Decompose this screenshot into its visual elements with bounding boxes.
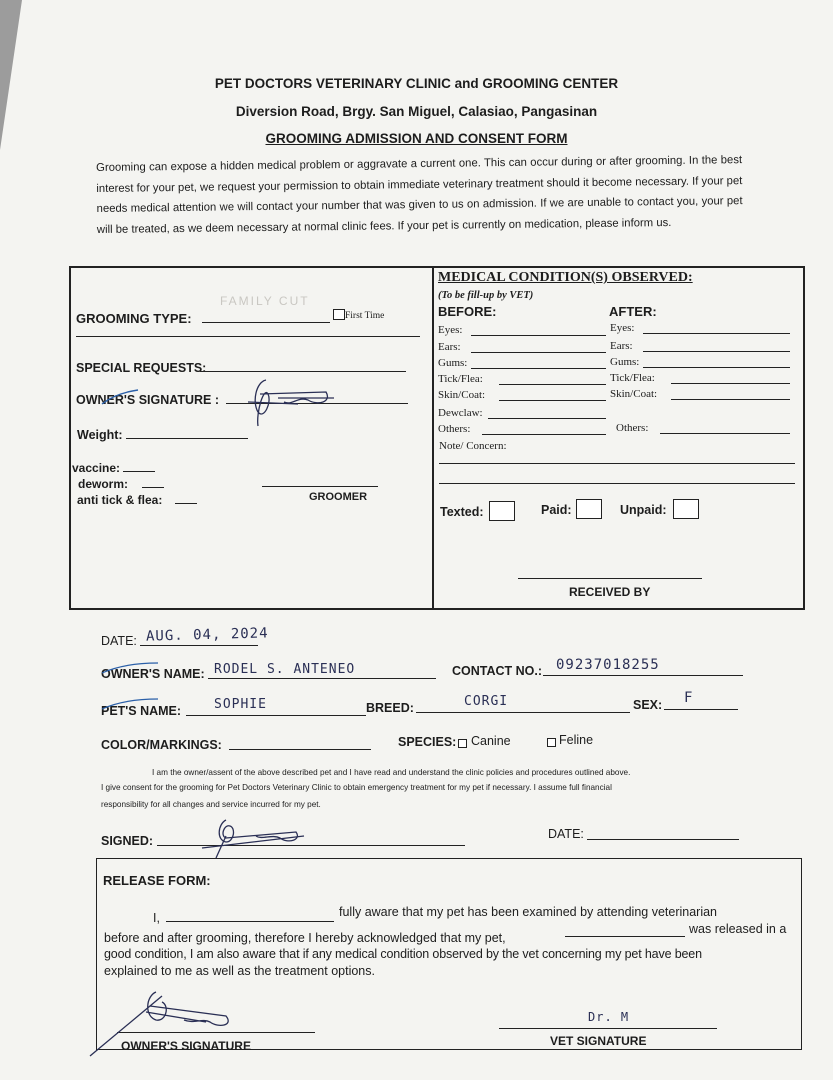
grooming-type-field[interactable] — [202, 322, 330, 323]
owner-signature-1 — [238, 372, 348, 437]
owners-signature-label: OWNER'S SIGNATURE : — [76, 393, 220, 407]
pet-name-field[interactable] — [186, 715, 366, 716]
before-field-label: Ears: — [438, 341, 461, 353]
after-field-input[interactable] — [660, 433, 790, 434]
owner-signature-2 — [196, 806, 316, 871]
before-field-label: Eyes: — [438, 324, 463, 336]
deworm-label: deworm: — [78, 477, 129, 491]
grooming-type-label: GROOMING TYPE: — [76, 311, 192, 326]
owner-signature-label: OWNER'S SIGNATURE — [121, 1039, 251, 1053]
before-field-label: Gums: — [438, 357, 468, 369]
pet-name-label: PET'S NAME: — [101, 704, 182, 718]
feline-checkbox[interactable] — [547, 738, 556, 747]
species-label: SPECIES: — [398, 735, 457, 749]
page-fold-shadow — [0, 0, 22, 150]
after-field-label: Skin/Coat: — [610, 388, 658, 400]
signed-label: SIGNED: — [101, 834, 154, 848]
after-field-input[interactable] — [643, 333, 791, 334]
color-markings-field[interactable] — [229, 749, 371, 750]
before-field-label: Dewclaw: — [438, 407, 483, 419]
sex-label: SEX: — [633, 698, 663, 712]
note-concern-label: Note/ Concern: — [439, 440, 507, 452]
owner-name-value: RODEL S. ANTENEO — [214, 662, 356, 677]
texted-checkbox[interactable] — [489, 501, 515, 521]
pet-name-check — [100, 697, 160, 718]
release-line-2: before and after grooming, therefore I hereby acknowledged that my pet, — [104, 931, 506, 945]
before-field-label: Tick/Flea: — [438, 373, 483, 385]
release-line-4: explained to me as well as the treatment options. — [104, 964, 375, 978]
vet-signature-line[interactable] — [499, 1028, 717, 1029]
canine-checkbox[interactable] — [458, 739, 467, 748]
owner-name-check — [100, 661, 160, 682]
release-line-2b: was released in a — [689, 922, 787, 936]
unpaid-checkbox[interactable] — [673, 499, 699, 519]
before-field-input[interactable] — [499, 400, 606, 401]
received-by-label: RECEIVED BY — [569, 585, 651, 599]
first-time-checkbox[interactable] — [333, 309, 345, 320]
after-field-input[interactable] — [671, 399, 790, 400]
clinic-name: PET DOCTORS VETERINARY CLINIC and GROOMING CENTER — [214, 76, 619, 91]
weight-field[interactable] — [126, 438, 248, 439]
sex-value: F — [684, 690, 694, 706]
release-i-label: I, — [153, 911, 160, 925]
before-field-input[interactable] — [499, 384, 606, 385]
consent-date-field[interactable] — [587, 839, 739, 840]
after-field-label: Ears: — [610, 340, 633, 352]
release-line-3: good condition, I am also aware that if any medical condition observed by the vet concerning my pet have been — [104, 947, 702, 961]
date-label: DATE: — [101, 634, 137, 648]
after-field-input[interactable] — [671, 383, 790, 384]
vaccine-label: vaccine: — [72, 461, 121, 475]
before-field-label: Skin/Coat: — [438, 389, 486, 401]
texted-label: Texted: — [440, 505, 484, 519]
vet-signature-label: VET SIGNATURE — [550, 1034, 647, 1048]
after-field-label: Tick/Flea: — [610, 372, 655, 384]
after-field-label: Others: — [616, 422, 649, 434]
release-owner-name-field[interactable] — [166, 921, 334, 922]
note-line-2[interactable] — [439, 483, 795, 484]
vet-initials: Dr. M — [588, 1010, 630, 1024]
feline-label: Feline — [559, 733, 594, 747]
grooming-type-faint-value: FAMILY CUT — [220, 294, 310, 308]
note-line-1[interactable] — [439, 463, 795, 464]
grooming-type-line-2[interactable] — [76, 336, 420, 337]
consent-text-1: I am the owner/assent of the above described pet and I have read and understand the clinic policies and procedures outlined above. — [152, 768, 631, 777]
after-field-input[interactable] — [643, 351, 791, 352]
vet-fill-note: (To be fill-up by VET) — [438, 290, 534, 301]
form-title: GROOMING ADMISSION AND CONSENT FORM — [265, 131, 568, 146]
received-by-line[interactable] — [518, 578, 702, 579]
unpaid-label: Unpaid: — [620, 503, 667, 517]
before-field-input[interactable] — [471, 335, 607, 336]
breed-field[interactable] — [416, 712, 630, 713]
deworm-field[interactable] — [142, 487, 164, 488]
consent-text-3: responsibility for all changes and service incurred for my pet. — [101, 800, 321, 809]
paid-label: Paid: — [541, 503, 572, 517]
release-line-1: fully aware that my pet has been examined by attending veterinarian — [339, 905, 718, 919]
after-field-label: Eyes: — [610, 322, 635, 334]
date-field[interactable] — [140, 645, 258, 646]
special-requests-label: SPECIAL REQUESTS: — [76, 361, 207, 375]
after-field-input[interactable] — [643, 367, 791, 368]
release-pet-name-field[interactable] — [565, 936, 685, 937]
after-label: AFTER: — [609, 304, 657, 319]
owner-signature-3 — [86, 986, 246, 1065]
vaccine-field[interactable] — [123, 471, 155, 472]
sex-field[interactable] — [664, 709, 738, 710]
contact-label: CONTACT NO.: — [452, 664, 543, 678]
contact-value: 09237018255 — [556, 657, 660, 673]
pet-name-value: SOPHIE — [214, 697, 267, 712]
owner-name-label: OWNER'S NAME: — [101, 667, 205, 681]
consent-date-label: DATE: — [548, 827, 584, 841]
first-time-label: First Time — [345, 311, 385, 321]
before-label: BEFORE: — [438, 304, 497, 319]
antitick-label: anti tick & flea: — [77, 493, 163, 507]
consent-text-2: I give consent for the grooming for Pet Doctors Veterinary Clinic to obtain emergency treatment for my pet if necessary. I assume full financial — [101, 783, 612, 792]
contact-field[interactable] — [543, 675, 743, 676]
breed-label: BREED: — [366, 701, 414, 715]
before-field-input[interactable] — [471, 368, 607, 369]
date-value: AUG. 04, 2024 — [145, 625, 269, 645]
after-field-label: Gums: — [610, 356, 640, 368]
before-field-input[interactable] — [482, 434, 606, 435]
paid-checkbox[interactable] — [576, 499, 602, 519]
before-field-input[interactable] — [471, 352, 607, 353]
owner-signature-swoosh — [100, 388, 140, 413]
owner-name-field[interactable] — [208, 678, 436, 679]
groomer-signature-line[interactable] — [262, 486, 378, 487]
intro-paragraph: Grooming can expose a hidden medical problem or aggravate a current one. This can occur during or after grooming. In the best interest for your pet, we request your permission to obtain immediate veterinary treatment should it become necessary. If your pet needs medical attention we will contact your number that was given to us on admission. If we are unable to contact you, your pet will be treated, as we deem necessary at normal clinic fees. If your pet is currently on medication, please inform us. — [96, 154, 743, 236]
antitick-field[interactable] — [175, 503, 197, 504]
medical-conditions-title: MEDICAL CONDITION(S) OBSERVED: — [438, 270, 693, 285]
canine-label: Canine — [471, 734, 511, 748]
panel-divider — [432, 268, 434, 608]
weight-label: Weight: — [77, 428, 123, 442]
before-field-input[interactable] — [488, 418, 606, 419]
clinic-address: Diversion Road, Brgy. San Miguel, Calasiao, Pangasinan — [235, 104, 598, 119]
before-field-label: Others: — [438, 423, 471, 435]
groomer-label: GROOMER — [309, 491, 368, 503]
color-markings-label: COLOR/MARKINGS: — [101, 738, 222, 752]
breed-value: CORGI — [464, 694, 509, 709]
release-form-title: RELEASE FORM: — [103, 873, 211, 888]
